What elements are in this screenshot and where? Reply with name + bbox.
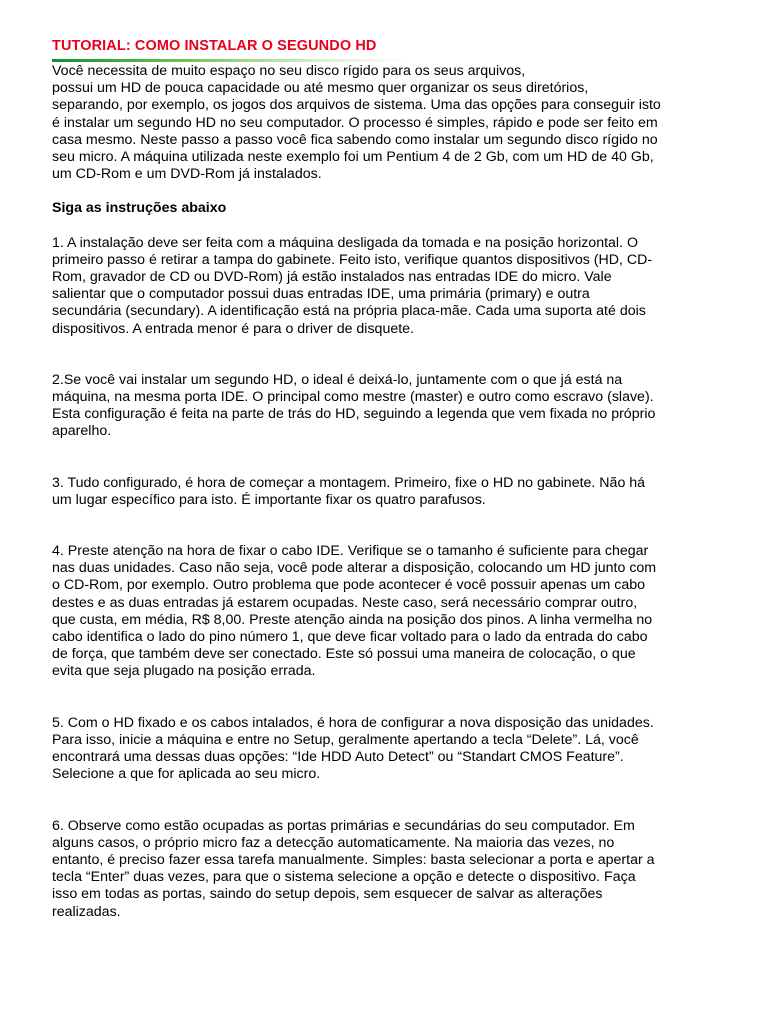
step-1-paragraph: 1. A instalação deve ser feita com a máquina desligada da tomada e na posição horizontal. O primeiro passo é retirar a tampa do gabinete. Feito isto, verifique quantos dispositivos (HD, CD- Rom, gravador de CD ou DVD-Rom) já estão instalados nas entradas IDE do micro. Vale salientar que o computador possui duas entradas IDE, uma primária (primary) e outra secundária (secundary). A identificação está na própria placa-mãe. Cada uma suporta até dois dispositivos. A entrada menor é para o driver de disquete. bbox=[52, 234, 653, 337]
step-2-paragraph: 2.Se você vai instalar um segundo HD, o ideal é deixá-lo, juntamente com o que já está na máquina, na mesma porta IDE. O principal como mestre (master) e outro como escravo (slave). Esta configuração é feita na parte de trás do HD, seguindo a legenda que vem fixada no próprio aparelho. bbox=[52, 371, 656, 440]
title-underline-rule bbox=[52, 59, 407, 62]
step-5-paragraph: 5. Com o HD fixado e os cabos intalados, é hora de configurar a nova disposição das unidades. Para isso, inicie a máquina e entre no Setup, geralmente apertando a tecla “Delete”. Lá, você encontrará uma dessas duas opções: “Ide HDD Auto Detect” ou “Standart CMOS Feature”. Selecione a que for aplicada ao seu micro. bbox=[52, 714, 654, 783]
document-body bbox=[52, 37, 724, 921]
document-title: TUTORIAL: COMO INSTALAR O SEGUNDO HD bbox=[52, 38, 377, 54]
step-6-paragraph: 6. Observe como estão ocupadas as portas primárias e secundárias do seu computador. Em alguns casos, o próprio micro faz a detecção automaticamente. Na maioria das vezes, no entanto, é preciso fazer essa tarefa manualmente. Simples: basta selecionar a porta e apertar a tecla “Enter” duas vezes, para que o sistema selecione a opção e detecte o dispositivo. Faça isso em todas as portas, saindo do setup depois, sem esquecer de salvar as alterações realizadas. bbox=[52, 817, 655, 920]
instructions-subheading: Siga as instruções abaixo bbox=[52, 200, 227, 217]
intro-paragraph: Você necessita de muito espaço no seu disco rígido para os seus arquivos, possui um HD de pouca capacidade ou até mesmo quer organizar os seus diretórios, separando, por exemplo, os jogos dos arquivos de sistema. Uma das opções para conseguir isto é instalar um segundo HD no seu computador. O processo é simples, rápido e pode ser feito em casa mesmo. Neste passo a passo você fica sabendo como instalar um segundo disco rígido no seu micro. A máquina utilizada neste exemplo foi um Pentium 4 de 2 Gb, com um HD de 40 Gb, um CD-Rom e um DVD-Rom já instalados. bbox=[52, 63, 661, 183]
step-3-paragraph: 3. Tudo configurado, é hora de começar a montagem. Primeiro, fixe o HD no gabinete. Não há um lugar específico para isto. É importante fixar os quatro parafusos. bbox=[52, 474, 646, 508]
step-4-paragraph: 4. Preste atenção na hora de fixar o cabo IDE. Verifique se o tamanho é suficiente para chegar nas duas unidades. Caso não seja, você pode alterar a disposição, colocando um HD junto com o CD-Rom, por exemplo. Outro problema que pode acontecer é você possuir apenas um cabo destes e as duas entradas já estarem ocupadas. Neste caso, será necessário comprar outro, que custa, em média, R$ 8,00. Preste atenção ainda na posição dos pinos. A linha vermelha no cabo identifica o lado do pino número 1, que deve ficar voltado para o lado da entrada do cabo de força, que também deve ser conectado. Este só possui uma maneira de colocação, o que evita que seja plugado na posição errada. bbox=[52, 543, 657, 680]
